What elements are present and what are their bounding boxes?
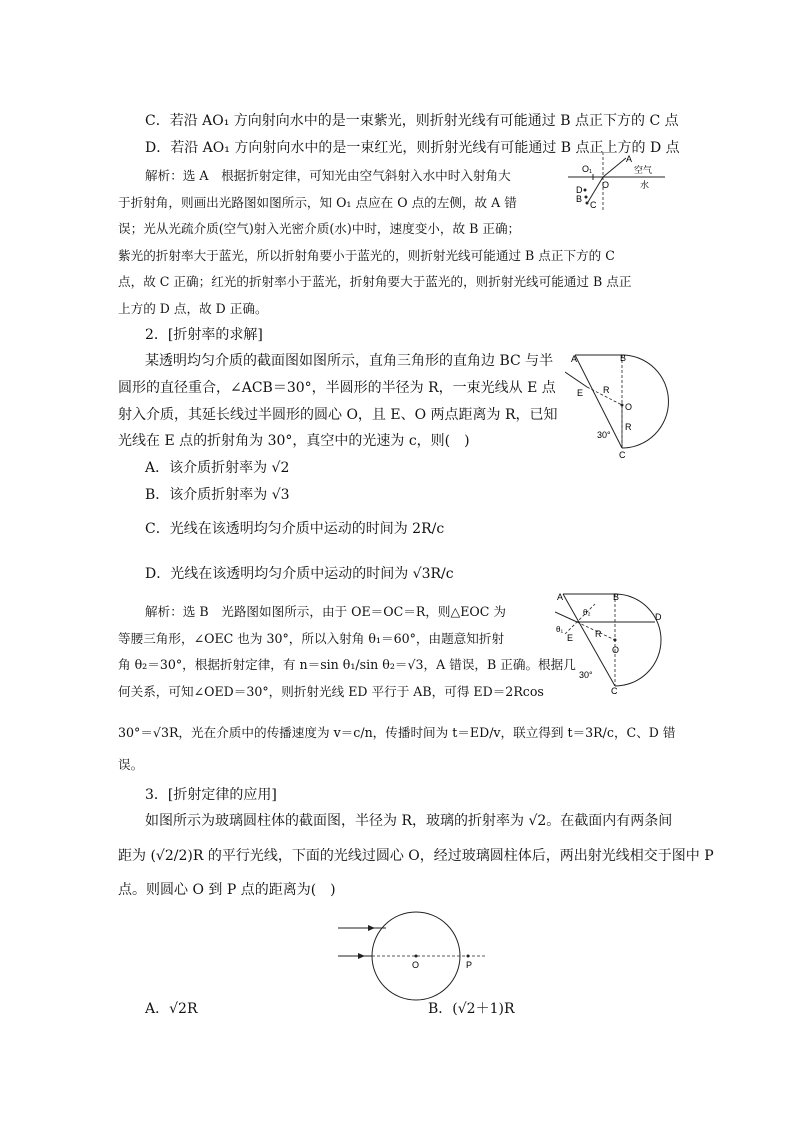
semicircle-arc <box>615 594 661 686</box>
upper-ray-arrow <box>368 925 375 931</box>
label-o: O <box>602 180 610 190</box>
label-d: D <box>655 612 662 622</box>
text-line: 2．[折射率的求解] <box>145 327 263 343</box>
text-line: 解析：选 A 根据折射定律，可知光由空气斜射入水中时入射角大 <box>145 168 511 183</box>
text-line: 角 θ₂＝30°，根据折射定律，有 n＝sin θ₁/sin θ₂＝√3，A 错误，B 正确。根据几 <box>118 657 576 672</box>
center-o <box>415 955 418 958</box>
label-b: B <box>613 592 620 602</box>
text-line: 等腰三角形，∠OEC 也为 30°，所以入射角 θ₁＝60°，由题意知折射 <box>118 631 505 646</box>
text-line: 3．[折射定律的应用] <box>145 787 277 803</box>
label-r: R <box>595 629 602 639</box>
label-c: C <box>619 450 626 460</box>
label-e: E <box>577 388 584 398</box>
point-b <box>585 196 588 199</box>
label-o1: O₁ <box>582 164 593 174</box>
text-line: 于折射角，则画出光路图如图所示，知 O₁ 点应在 O 点的左侧，故 A 错 <box>118 195 517 210</box>
text-line: 解析：选 B 光路图如图所示，由于 OE＝OC＝R，则△EOC 为 <box>145 604 506 619</box>
text-line: 误。 <box>118 757 144 772</box>
light-path-diagram <box>555 590 670 695</box>
text-line: 上方的 D 点，故 D 正确。 <box>118 301 268 316</box>
label-c: C <box>590 200 597 210</box>
label-e: E <box>567 633 574 643</box>
point-c <box>586 202 589 205</box>
lower-ray-arrow <box>358 953 365 959</box>
label-air: 空气 <box>634 165 653 175</box>
label-water: 水 <box>640 180 650 190</box>
text-line: 如图所示为玻璃圆柱体的截面图，半径为 R，玻璃的折射率为 √2。在截面内有两条间 <box>145 813 673 829</box>
label-o: O <box>612 645 620 655</box>
refraction-diagram-air-water <box>560 150 670 215</box>
text-line: 30°＝√3R，光在介质中的传播速度为 v＝c/n，传播时间为 t＝ED/v，联立得到 t＝3R/c，C、D 错 <box>118 725 676 740</box>
text-line: A．√2R <box>145 1001 198 1017</box>
label-angle: 30° <box>579 670 593 680</box>
center-o <box>621 404 624 407</box>
text-line: 距为 (√2/2)R 的平行光线，下面的光线过圆心 O，经过玻璃圆柱体后，两出射光线相交于图中 P <box>118 848 714 864</box>
text-line: 光线在 E 点的折射角为 30°，真空中的光速为 c，则( ) <box>118 433 470 449</box>
label-o: O <box>412 960 420 970</box>
center-o <box>614 639 617 642</box>
refracted-ray <box>588 177 603 202</box>
label-a: A <box>571 354 578 364</box>
label-r1: R <box>603 385 610 395</box>
text-line: 圆形的直径重合，∠ACB＝30°，半圆形的半径为 R，一束光线从 E 点 <box>118 380 556 396</box>
prism-semicircle-diagram <box>565 350 675 460</box>
label-b: B <box>576 194 583 204</box>
label-a: A <box>626 154 633 164</box>
text-line: C．光线在该透明均匀介质中运动的时间为 2R/c <box>145 521 445 537</box>
text-line: 何关系，可知∠OED＝30°，则折射光线 ED 平行于 AB，可得 ED＝2Rcos <box>118 684 544 699</box>
text-line: 某透明均匀介质的截面图如图所示，直角三角形的直角边 BC 与半 <box>145 353 554 369</box>
label-r2: R <box>625 422 632 432</box>
label-theta2: θ₂ <box>583 608 591 617</box>
label-a: A <box>557 592 564 602</box>
text-line: 误；光从光疏介质(空气)射入光密介质(水)中时，速度变小，故 B 正确； <box>118 221 521 236</box>
incident-ray <box>565 372 587 387</box>
text-line: 点，故 C 正确；红光的折射率小于蓝光，折射角要大于蓝光的，则折射光线可能通过 B 点正 <box>118 274 632 289</box>
glass-cylinder-diagram <box>330 908 490 1004</box>
text-line: C．若沿 AO₁ 方向射向水中的是一束紫光，则折射光线有可能通过 B 点正下方的 C 点 <box>145 113 679 129</box>
label-b: B <box>620 353 627 363</box>
text-line: D．若沿 AO₁ 方向射向水中的是一束红光，则折射光线有可能通过 B 点正上方的 D 点 <box>145 140 680 156</box>
label-p: P <box>466 960 473 970</box>
incident-ray <box>603 158 626 177</box>
text-line: D．光线在该透明均匀介质中运动的时间为 √3R/c <box>145 566 454 582</box>
point-p <box>467 955 470 958</box>
point-d <box>584 189 587 192</box>
label-d: D <box>576 185 583 195</box>
text-line: A．该介质折射率为 √2 <box>145 460 290 476</box>
label-o: O <box>625 402 633 412</box>
text-line: 点。则圆心 O 到 P 点的距离为( ) <box>118 882 336 898</box>
text-line: 紫光的折射率大于蓝光，所以折射角要小于蓝光的，则折射光线可能通过 B 点正下方的 C <box>118 248 615 263</box>
text-line: B．(√2＋1)R <box>428 1001 515 1017</box>
label-c: C <box>611 686 618 695</box>
label-theta1: θ₁ <box>556 625 564 634</box>
text-line: B．该介质折射率为 √3 <box>145 487 290 503</box>
text-line: 射入介质，其延长线过半圆形的圆心 O，且 E、O 两点距离为 R，已知 <box>118 407 558 423</box>
label-angle: 30° <box>597 430 611 440</box>
